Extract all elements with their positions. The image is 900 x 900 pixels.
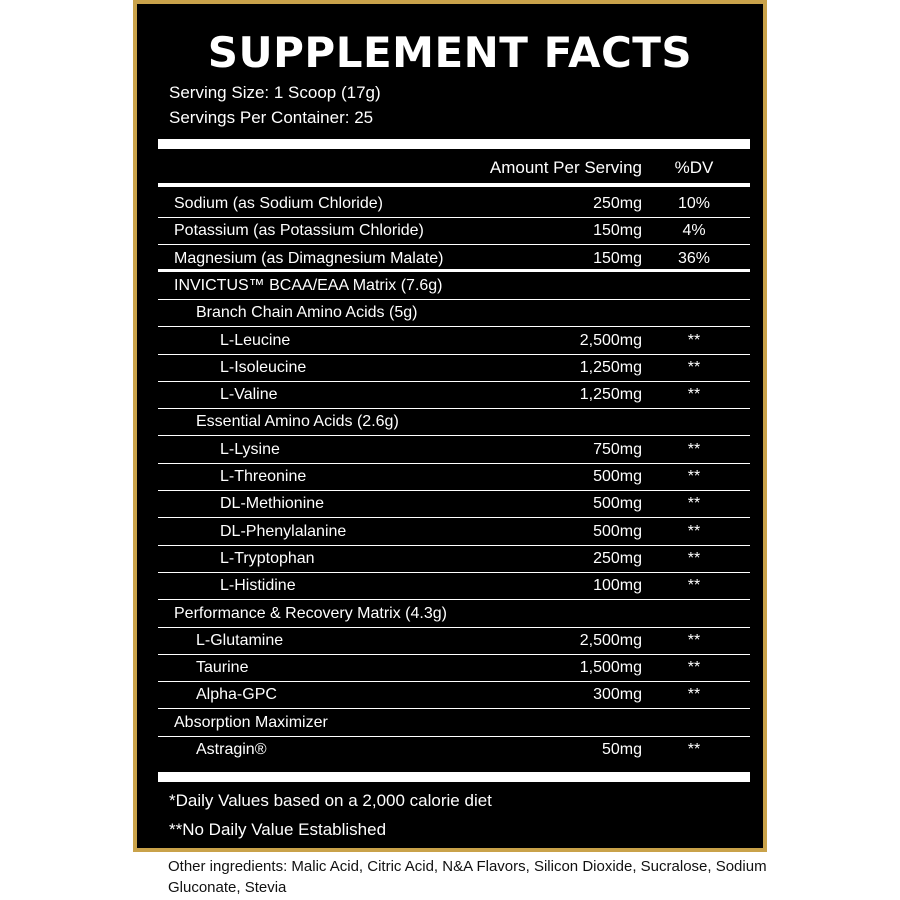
section-rule [158, 269, 750, 272]
thick-rule-top [158, 139, 750, 149]
ingredient-dv: ** [687, 468, 701, 485]
ingredient-amount: 2,500mg [579, 331, 642, 349]
footnote-no-dv: **No Daily Value Established [169, 820, 387, 839]
table-row [158, 600, 750, 628]
table-row [158, 545, 750, 573]
ingredient-name: DL-Methionine [220, 495, 325, 513]
ingredient-dv: ** [687, 741, 701, 758]
ingredient-dv: ** [687, 549, 701, 567]
ingredient-dv: ** [687, 631, 701, 649]
table-row [158, 490, 750, 518]
ingredient-name: L-Leucine [220, 331, 291, 349]
table-row [158, 354, 750, 382]
table-row [158, 217, 750, 245]
table-row [158, 190, 750, 218]
ingredient-name: Essential Amino Acids (2.6g) [196, 413, 399, 431]
ingredient-amount: 1,250mg [579, 358, 642, 376]
ingredient-dv: ** [687, 659, 701, 677]
ingredient-dv: 36% [677, 249, 711, 267]
ingredient-amount: 500mg [593, 495, 642, 513]
ingredient-name: Potassium (as Potassium Chloride) [174, 222, 424, 240]
ingredient-name: Alpha-GPC [196, 686, 277, 704]
table-row [158, 381, 750, 409]
ingredient-name: Sodium (as Sodium Chloride) [174, 195, 383, 212]
ingredient-amount: 1,500mg [579, 659, 642, 677]
ingredient-name: L-Glutamine [196, 631, 284, 649]
header-rule [158, 183, 750, 187]
ingredient-name: Absorption Maximizer [174, 713, 328, 731]
ingredient-name: INVICTUS™ BCAA/EAA Matrix (7.6g) [174, 276, 443, 294]
table-row [158, 709, 750, 737]
ingredient-dv: 4% [682, 222, 706, 240]
serving-size: Serving Size: 1 Scoop (17g) [169, 83, 381, 102]
table-row [158, 654, 750, 682]
ingredient-name: Performance & Recovery Matrix (4.3g) [174, 604, 447, 622]
ingredient-amount: 1,250mg [579, 386, 642, 404]
table-row [158, 572, 750, 600]
ingredient-dv: ** [687, 577, 701, 595]
table-row [158, 299, 750, 327]
table-row [158, 272, 750, 300]
ingredient-amount: 50mg [601, 741, 642, 758]
ingredient-name: L-Valine [220, 386, 278, 404]
ingredient-amount: 2,500mg [579, 631, 642, 649]
table-row [158, 681, 750, 709]
ingredient-name: Taurine [196, 659, 249, 677]
ingredient-amount: 500mg [593, 522, 642, 540]
ingredient-name: L-Threonine [220, 468, 307, 485]
table-row [158, 736, 750, 763]
ingredient-dv: 10% [677, 195, 711, 212]
table-row [158, 408, 750, 436]
ingredient-name: L-Tryptophan [220, 549, 315, 567]
footnote-daily-values: *Daily Values based on a 2,000 calorie diet [169, 791, 492, 810]
dv-header: %DV [674, 158, 714, 177]
ingredient-name: Magnesium (as Dimagnesium Malate) [174, 249, 444, 267]
ingredient-name: Astragin® [196, 741, 267, 758]
ingredient-name: DL-Phenylalanine [220, 522, 347, 540]
ingredient-dv: ** [687, 522, 701, 540]
table-row [158, 436, 750, 464]
ingredient-dv: ** [687, 686, 701, 704]
servings-per-container: Servings Per Container: 25 [169, 108, 374, 127]
table-row [158, 627, 750, 655]
ingredient-amount: 250mg [593, 549, 642, 567]
amount-header: Amount Per Serving [489, 158, 642, 177]
thick-rule-bottom [158, 772, 750, 782]
table-row [158, 463, 750, 491]
ingredient-amount: 150mg [593, 222, 642, 240]
ingredient-name: Branch Chain Amino Acids (5g) [196, 304, 418, 322]
ingredient-dv: ** [687, 440, 701, 458]
table-row [158, 518, 750, 546]
ingredient-amount: 500mg [593, 468, 642, 485]
ingredient-dv: ** [687, 331, 701, 349]
ingredient-dv: ** [687, 358, 701, 376]
table-row [158, 327, 750, 355]
ingredient-amount: 100mg [593, 577, 642, 595]
ingredient-name: L-Isoleucine [220, 358, 307, 376]
ingredient-dv: ** [687, 386, 701, 404]
ingredient-amount: 750mg [593, 440, 642, 458]
ingredient-amount: 150mg [593, 249, 642, 267]
table-header [158, 154, 750, 182]
table-row [158, 245, 750, 272]
ingredient-name: L-Lysine [220, 440, 280, 458]
other-ingredients: Other ingredients: Malic Acid, Citric Acid, N&A Flavors, Silicon Dioxide, Sucralose, Sodium Gluconate, Stevia [168, 858, 767, 896]
ingredient-amount: 250mg [593, 195, 642, 212]
supplement-facts-panel [133, 0, 767, 852]
ingredient-amount: 300mg [593, 686, 642, 704]
ingredient-dv: ** [687, 495, 701, 513]
ingredient-name: L-Histidine [220, 577, 296, 595]
panel-title: SUPPLEMENT FACTS [207, 28, 693, 77]
